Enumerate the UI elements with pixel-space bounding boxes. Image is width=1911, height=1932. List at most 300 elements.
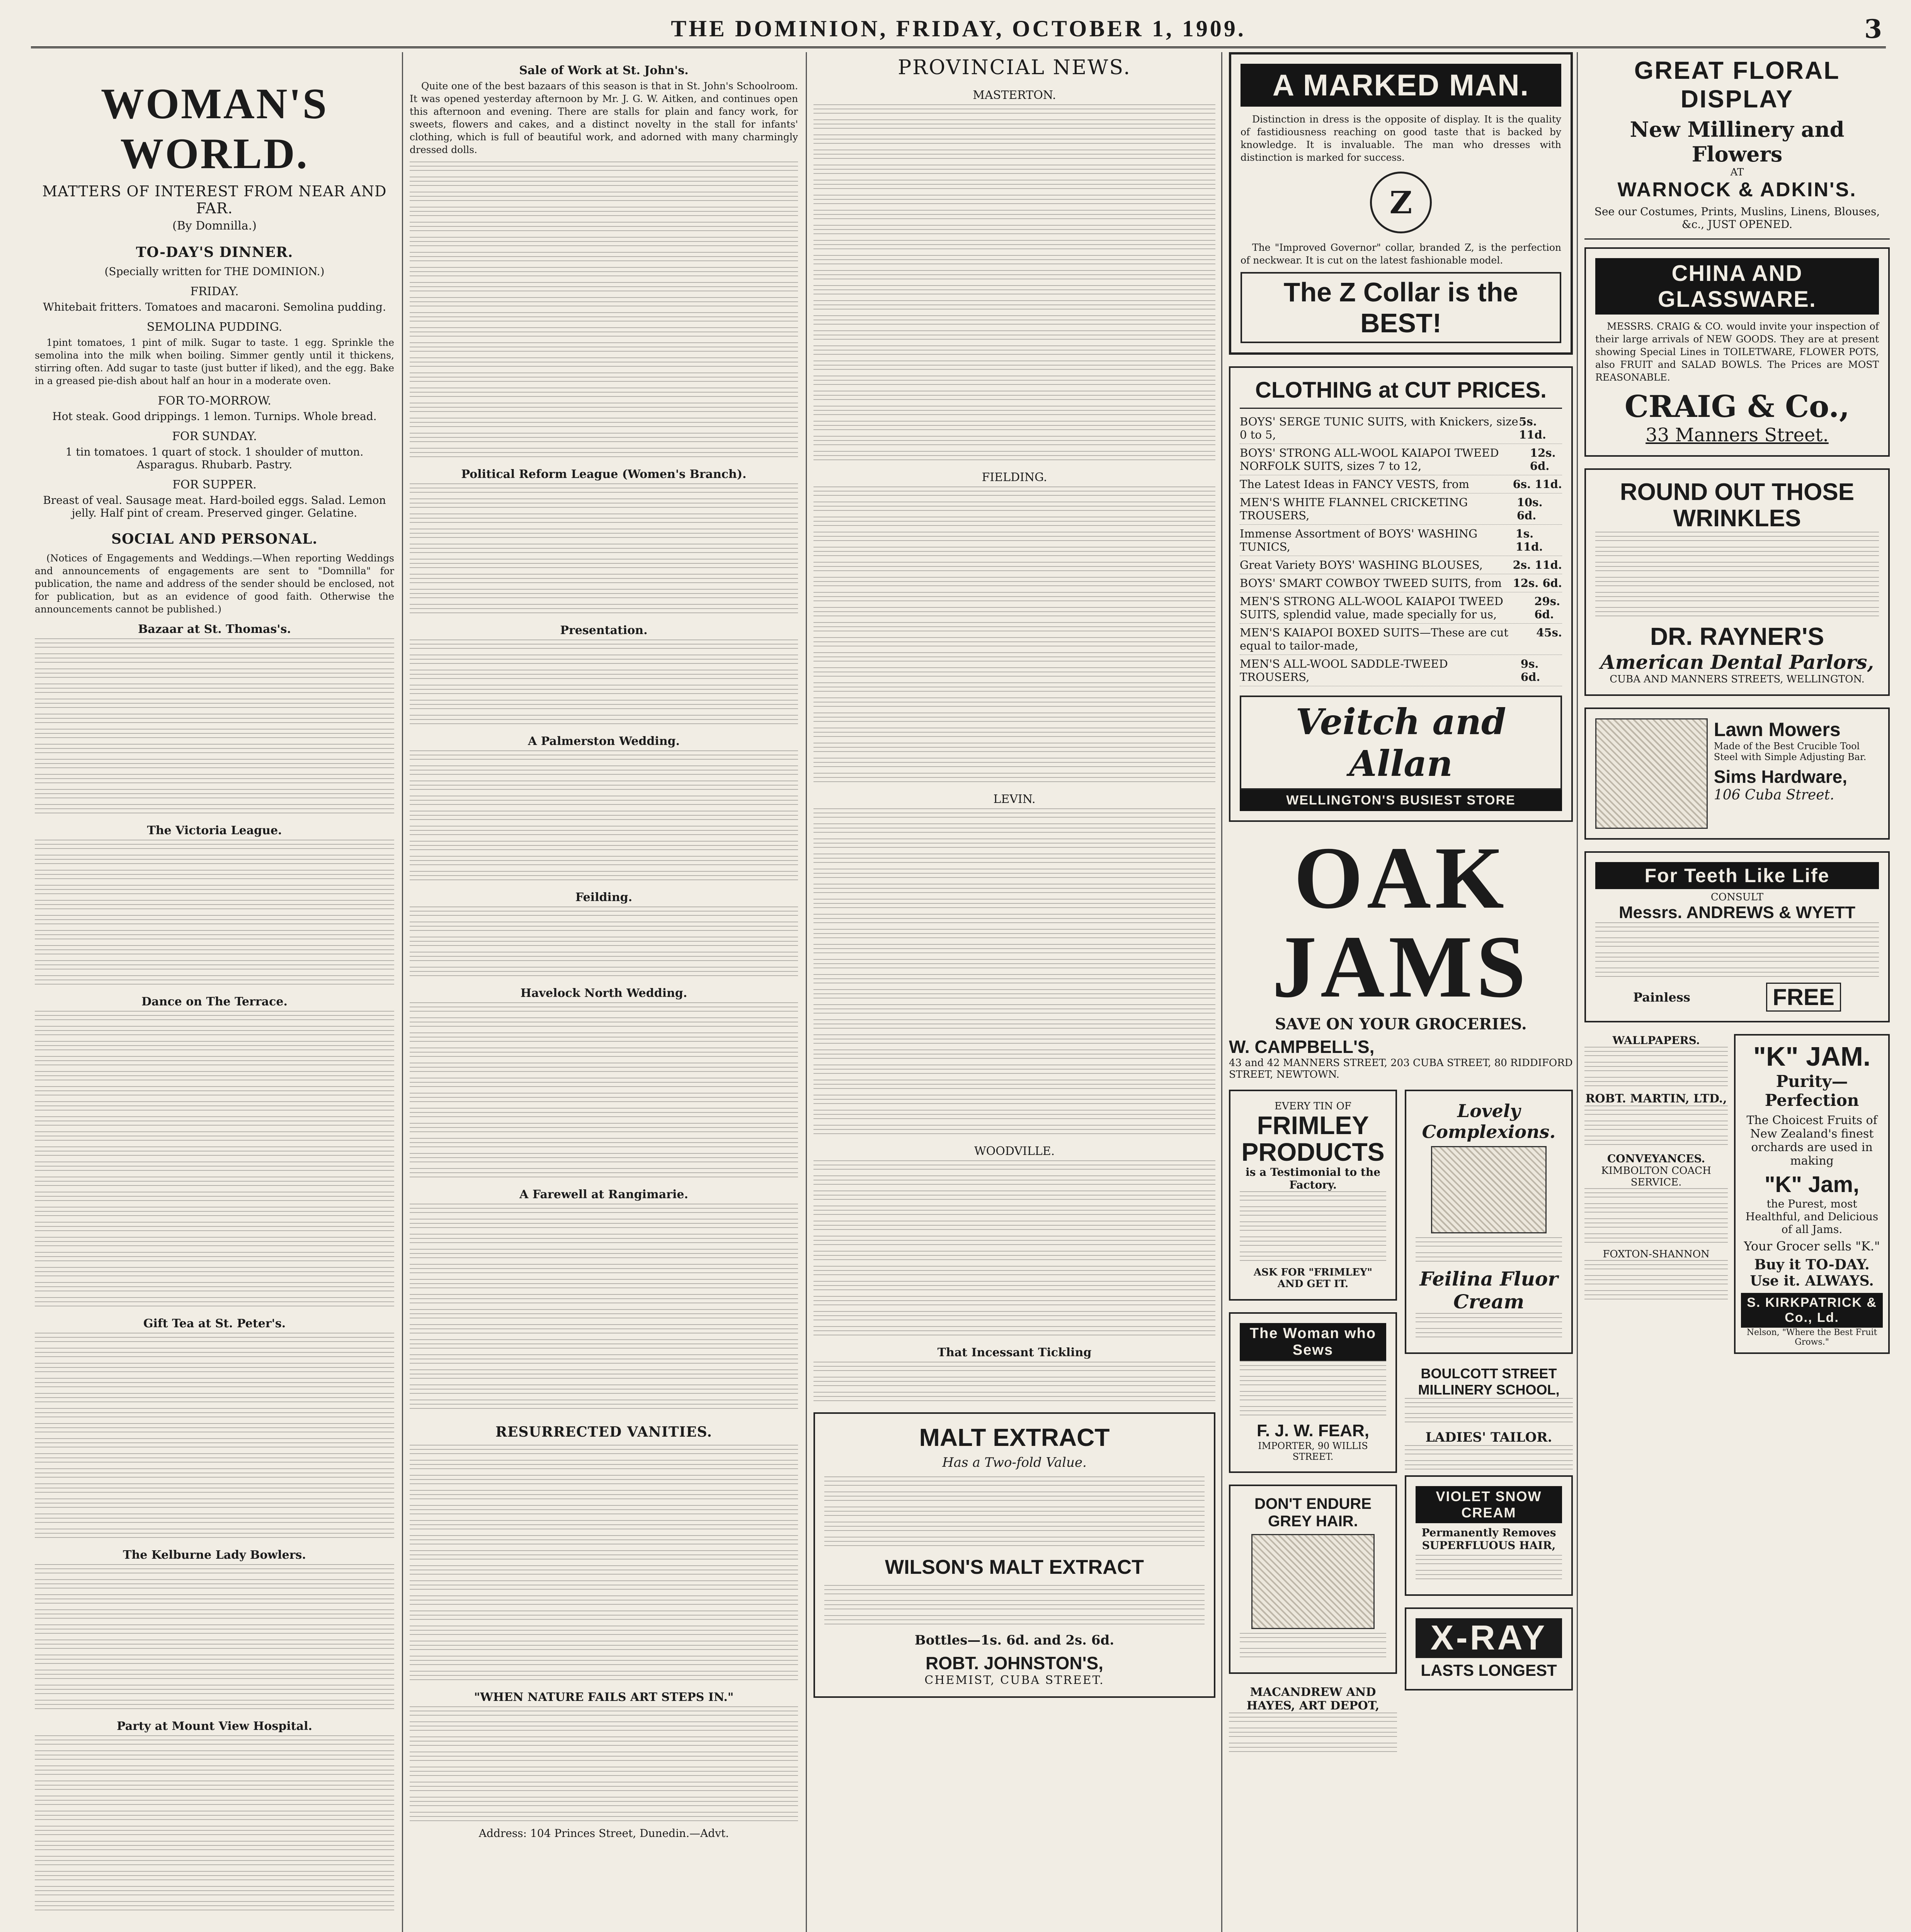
clothing-row <box>1240 592 1562 624</box>
text-lines <box>1584 1275 1728 1288</box>
text-lines <box>35 1796 394 1808</box>
marked-man-title: A MARKED MAN. <box>1241 64 1561 107</box>
text-lines <box>1240 1221 1386 1234</box>
text-lines <box>410 1721 798 1734</box>
victoria-heading: The Victoria League. <box>147 824 282 837</box>
floral-title: GREAT FLORAL DISPLAY <box>1634 56 1840 113</box>
sims-name: Sims Hardware, <box>1714 767 1847 787</box>
provincial-heading: PROVINCIAL NEWS. <box>898 56 1131 79</box>
text-lines <box>1584 1233 1728 1246</box>
text-lines <box>35 1056 394 1069</box>
text-lines <box>35 1856 394 1869</box>
supper-text: Breast of veal. Sausage meat. Hard-boiled eggs. Salad. Lemon jelly. Half pint of cream. Preserved ginger. Gelatine. <box>43 494 386 519</box>
text-lines <box>35 1041 394 1054</box>
wilson-price: Bottles—1s. 6d. and 2s. 6d. <box>914 1633 1115 1648</box>
lady-illustration <box>1431 1146 1547 1233</box>
text-lines <box>410 192 798 204</box>
text-lines <box>35 1841 394 1854</box>
text-lines <box>35 1871 394 1884</box>
text-lines <box>35 1901 394 1914</box>
text-lines <box>1584 1136 1728 1148</box>
text-lines <box>35 1624 394 1637</box>
text-lines <box>813 592 1215 605</box>
china-text: MESSRS. CRAIG & CO. would invite your inspection of their large arrivals of NEW GOODS. They are at present showing Special Lines in TOILETWARE, FLOWER POTS, also FRUIT and SALAD BOWLS. The Prices are MOST REASONABLE. <box>1595 321 1879 383</box>
text-lines <box>35 1765 394 1778</box>
text-lines <box>1405 1398 1573 1411</box>
text-lines <box>35 1116 394 1129</box>
text-lines <box>410 922 798 934</box>
text-lines <box>410 937 798 949</box>
text-lines <box>410 237 798 250</box>
text-lines <box>813 974 1215 987</box>
text-lines <box>813 1110 1215 1122</box>
text-lines <box>410 1812 798 1825</box>
text-lines <box>813 1080 1215 1092</box>
text-lines <box>410 906 798 919</box>
wilson-title: WILSON'S MALT EXTRACT <box>885 1556 1144 1578</box>
text-lines <box>35 729 394 742</box>
millinery-school-ad <box>1405 1366 1573 1473</box>
text-lines <box>410 1752 798 1764</box>
text-lines <box>410 1626 798 1638</box>
text-lines <box>410 871 798 884</box>
text-lines <box>1240 1191 1386 1204</box>
text-lines <box>35 1655 394 1667</box>
feilina-title: Feilina Fluor Cream <box>1419 1267 1558 1313</box>
violet-cream-ad <box>1405 1475 1573 1596</box>
column-rule <box>402 52 403 1932</box>
page-number: 3 <box>1864 14 1882 44</box>
violet-subtitle: Permanently Removes SUPERFLUOUS HAIR, <box>1421 1526 1556 1552</box>
tomorrow-heading: FOR TO-MORROW. <box>158 394 271 408</box>
text-lines <box>813 884 1215 896</box>
lawn-description: Made of the Best Crucible Tool Steel with Simple Adjusting Bar. <box>1714 741 1867 763</box>
text-lines <box>410 252 798 265</box>
text-lines <box>410 715 798 728</box>
painless-label: Painless <box>1633 990 1690 1005</box>
clothing-item: MEN'S KAIAPOI BOXED SUITS—These are cut equal to tailor-made, <box>1240 626 1509 652</box>
text-lines <box>410 1475 798 1488</box>
z-collar-logo: Z <box>1370 172 1432 233</box>
text-lines <box>813 195 1215 207</box>
text-lines <box>410 327 798 340</box>
lawn-mower-text <box>1714 718 1879 829</box>
text-lines <box>813 300 1215 313</box>
social-notice: (Notices of Engagements and Weddings.—When reporting Weddings and announcements of engagements are sent to "Domnilla" for publication, the name and address of the sender should be enclosed, not for publication, but as an evidence of good faith. Otherwise the announcements cannot be published.) <box>35 553 394 615</box>
text-lines <box>410 498 798 511</box>
text-lines <box>1416 1570 1562 1583</box>
nature-heading: "WHEN NATURE FAILS ART STEPS IN." <box>474 1690 734 1704</box>
text-lines <box>35 1886 394 1899</box>
text-lines <box>410 544 798 556</box>
text-lines <box>410 559 798 571</box>
consult-label: CONSULT <box>1710 891 1764 903</box>
dance-heading: Dance on The Terrace. <box>141 995 288 1009</box>
text-lines <box>35 1609 394 1622</box>
farewell-heading: A Farewell at Rangimarie. <box>519 1188 688 1201</box>
text-lines <box>35 1393 394 1406</box>
k-jam-title: "K" JAM. <box>1753 1041 1871 1072</box>
text-lines <box>813 1019 1215 1032</box>
masthead <box>31 12 1886 48</box>
text-lines <box>35 1811 394 1823</box>
sews-title: The Woman who Sews <box>1240 1323 1386 1361</box>
text-lines <box>1584 1260 1728 1273</box>
clothing-price: 29s. 6d. <box>1534 595 1560 621</box>
bazaar-heading: Bazaar at St. Thomas's. <box>138 622 291 636</box>
text-lines <box>35 1468 394 1481</box>
tomorrow-text: Hot steak. Good drippings. 1 lemon. Turnips. Whole bread. <box>52 410 377 423</box>
text-lines <box>1595 952 1879 965</box>
frimley-ad <box>1229 1090 1397 1301</box>
text-lines <box>410 267 798 280</box>
text-lines <box>813 838 1215 851</box>
tailor-title: LADIES' TAILOR. <box>1425 1430 1552 1445</box>
text-lines <box>1584 1121 1728 1133</box>
clothing-row <box>1240 574 1562 592</box>
text-lines <box>813 607 1215 620</box>
text-lines <box>35 804 394 817</box>
text-lines <box>35 1453 394 1466</box>
text-lines <box>410 796 798 808</box>
text-lines <box>410 1505 798 1518</box>
malt-extract-ad <box>813 1412 1215 1698</box>
text-lines <box>813 1311 1215 1324</box>
text-lines <box>410 781 798 793</box>
advert-column-b <box>1584 52 1890 1932</box>
text-lines <box>813 119 1215 132</box>
text-lines <box>410 1671 798 1684</box>
text-lines <box>410 856 798 869</box>
text-lines <box>813 1392 1215 1405</box>
text-lines <box>813 225 1215 238</box>
text-lines <box>410 1153 798 1166</box>
buy-today-text: Buy it TO-DAY. <box>1754 1257 1870 1273</box>
text-lines <box>410 639 798 652</box>
text-lines <box>813 1049 1215 1062</box>
groceries-heading: SAVE ON YOUR GROCERIES. <box>1275 1015 1527 1033</box>
supper-heading: FOR SUPPER. <box>172 478 257 492</box>
clothing-item: BOYS' STRONG ALL-WOOL KAIAPOI TWEED NORFOLK SUITS, sizes 7 to 12, <box>1240 446 1499 473</box>
clothing-price: 45s. <box>1536 626 1562 639</box>
clothing-row <box>1240 556 1562 574</box>
text-lines <box>1584 1203 1728 1216</box>
marked-man-text: Distinction in dress is the opposite of display. It is the quality of fastidiousness reaching on good taste that is backed by knowledge. It is invaluable. The man who dresses with distinction is marked for success. <box>1241 114 1561 163</box>
andrews-name: Messrs. ANDREWS & WYETT <box>1618 903 1855 922</box>
text-lines <box>410 433 798 446</box>
text-lines <box>1229 1713 1397 1725</box>
text-lines <box>410 1093 798 1105</box>
text-lines <box>410 1550 798 1563</box>
text-lines <box>813 667 1215 680</box>
text-lines <box>35 870 394 883</box>
gift-heading: Gift Tea at St. Peter's. <box>143 1317 286 1330</box>
campbell-name: W. CAMPBELL'S, <box>1229 1037 1375 1057</box>
right-small-ads <box>1405 1090 1573 1758</box>
womans-world-heading: WOMAN'S WORLD. <box>101 80 328 178</box>
text-lines <box>813 240 1215 253</box>
text-lines <box>813 517 1215 529</box>
text-lines <box>35 1101 394 1114</box>
text-lines <box>813 1266 1215 1279</box>
text-lines <box>35 1529 394 1541</box>
text-lines <box>1240 1361 1386 1374</box>
clothing-item: BOYS' SERGE TUNIC SUITS, with Knickers, size 0 to 5, <box>1240 415 1518 441</box>
text-lines <box>813 929 1215 942</box>
text-lines <box>1595 562 1879 575</box>
social-heading: SOCIAL AND PERSONAL. <box>111 531 318 547</box>
text-lines <box>1416 1328 1562 1341</box>
text-lines <box>410 1460 798 1473</box>
warnock-name: WARNOCK & ADKIN'S. <box>1617 179 1857 201</box>
text-lines <box>813 944 1215 957</box>
text-lines <box>410 483 798 496</box>
text-lines <box>410 1032 798 1045</box>
text-lines <box>813 914 1215 927</box>
craig-name: CRAIG & Co., <box>1624 389 1850 424</box>
text-lines <box>1229 1728 1397 1740</box>
text-lines <box>813 682 1215 695</box>
text-lines <box>35 1131 394 1144</box>
text-lines <box>35 1498 394 1511</box>
clothing-price: 6s. 11d. <box>1513 478 1562 491</box>
clothing-price: 10s. 6d. <box>1516 496 1543 522</box>
text-lines <box>35 1237 394 1250</box>
text-lines <box>1595 577 1879 590</box>
kimbolton-title: KIMBOLTON COACH SERVICE. <box>1601 1165 1711 1189</box>
text-lines <box>410 655 798 667</box>
text-lines <box>813 758 1215 770</box>
text-lines <box>410 841 798 854</box>
text-lines <box>1584 1290 1728 1303</box>
text-lines <box>35 1639 394 1652</box>
text-lines <box>824 1615 1205 1628</box>
left-small-ads <box>1229 1090 1397 1758</box>
text-lines <box>813 1296 1215 1309</box>
text-lines <box>35 975 394 988</box>
text-lines <box>410 952 798 964</box>
veitch-allan-logo: Veitch and Allan <box>1240 696 1562 790</box>
grey-hair-title: DON'T ENDURE GREY HAIR. <box>1254 1495 1372 1530</box>
woodville-heading: WOODVILLE. <box>974 1145 1055 1158</box>
craig-address: 33 Manners Street. <box>1646 424 1829 446</box>
z-collar-caption: The "Improved Governor" collar, branded Z, is the perfection of neckwear. It is cut on the latest fashionable model. <box>1241 242 1561 266</box>
text-lines <box>813 899 1215 912</box>
text-lines <box>35 1378 394 1391</box>
text-lines <box>35 1514 394 1526</box>
text-lines <box>813 823 1215 836</box>
choicest-text: The Choicest Fruits of New Zealand's finest orchards are used in making <box>1746 1114 1877 1168</box>
clothing-title: CLOTHING at CUT PRICES. <box>1240 377 1562 409</box>
text-lines <box>813 713 1215 725</box>
text-lines <box>824 1476 1205 1489</box>
text-lines <box>410 1490 798 1503</box>
text-lines <box>813 773 1215 786</box>
text-lines <box>35 1594 394 1607</box>
friday-menu: Whitebait fritters. Tomatoes and macaroni. Semolina pudding. <box>43 301 386 313</box>
text-lines <box>410 1535 798 1548</box>
text-lines <box>1240 1406 1386 1419</box>
text-lines <box>1240 1206 1386 1219</box>
text-lines <box>824 1492 1205 1504</box>
millinery-title: New Millinery and Flowers <box>1630 117 1845 167</box>
k-jam-ad <box>1734 1034 1890 1354</box>
text-lines <box>813 532 1215 544</box>
text-lines <box>35 1685 394 1697</box>
text-lines <box>1240 1648 1386 1661</box>
provincial-news-column <box>813 52 1215 1932</box>
johnston-address: CHEMIST, CUBA STREET. <box>924 1673 1104 1687</box>
text-lines <box>410 1797 798 1810</box>
text-lines <box>1595 532 1879 544</box>
text-lines <box>35 1423 394 1436</box>
text-lines <box>35 1735 394 1748</box>
social-column <box>410 52 798 1932</box>
text-lines <box>410 1706 798 1719</box>
text-lines <box>1595 937 1879 950</box>
text-lines <box>410 1234 798 1247</box>
bottom-left-ads <box>1584 1034 1728 1366</box>
text-lines <box>35 1267 394 1280</box>
text-lines <box>813 637 1215 650</box>
text-lines <box>813 1377 1215 1389</box>
malt-title: MALT EXTRACT <box>919 1423 1110 1451</box>
text-lines <box>35 1826 394 1838</box>
teeth-ad <box>1584 851 1890 1022</box>
text-lines <box>35 638 394 651</box>
throat-heading: That Incessant Tickling <box>937 1346 1092 1359</box>
text-lines <box>410 388 798 400</box>
text-lines <box>813 1175 1215 1188</box>
text-lines <box>35 684 394 696</box>
johnston-name: ROBT. JOHNSTON'S, <box>926 1653 1103 1673</box>
text-lines <box>410 1339 798 1352</box>
frimley-name: FRIMLEY PRODUCTS <box>1241 1111 1385 1167</box>
purest-text: the Purest, most Healthful, and Delicious of all Jams. <box>1745 1197 1879 1236</box>
text-lines <box>410 297 798 310</box>
text-lines <box>35 1700 394 1713</box>
text-lines <box>1584 1188 1728 1201</box>
text-lines <box>813 547 1215 560</box>
text-lines <box>410 1445 798 1458</box>
column-rule <box>1221 52 1222 1932</box>
text-lines <box>813 1281 1215 1294</box>
text-lines <box>813 869 1215 881</box>
sims-address: 106 Cuba Street. <box>1714 787 1834 803</box>
clothing-row <box>1240 475 1562 493</box>
text-lines <box>1595 592 1879 605</box>
text-lines <box>813 577 1215 590</box>
womans-world-column <box>35 52 394 1932</box>
text-lines <box>410 222 798 235</box>
text-lines <box>1595 547 1879 560</box>
text-lines <box>813 255 1215 268</box>
text-lines <box>813 315 1215 328</box>
text-lines <box>1595 922 1879 935</box>
text-lines <box>410 670 798 682</box>
text-lines <box>813 808 1215 821</box>
sale-heading: Sale of Work at St. John's. <box>519 64 689 77</box>
painless-free-row <box>1595 983 1879 1012</box>
text-lines <box>813 436 1215 449</box>
text-lines <box>410 1138 798 1151</box>
text-lines <box>813 1221 1215 1233</box>
text-lines <box>35 1670 394 1682</box>
purity-title: Purity—Perfection <box>1765 1072 1859 1110</box>
text-lines <box>410 372 798 385</box>
text-lines <box>35 1222 394 1235</box>
text-lines <box>824 1600 1205 1613</box>
text-lines <box>813 270 1215 283</box>
lawn-title: Lawn Mowers <box>1714 719 1841 741</box>
text-lines <box>813 562 1215 575</box>
clothing-ad <box>1229 366 1573 822</box>
text-lines <box>813 421 1215 434</box>
xray-title: X-RAY <box>1416 1618 1562 1658</box>
text-lines <box>410 1656 798 1668</box>
advert-column-a <box>1229 52 1573 1932</box>
text-lines <box>813 345 1215 358</box>
text-lines <box>1405 1460 1573 1473</box>
fear-address: IMPORTER, 90 WILLIS STREET. <box>1258 1440 1368 1462</box>
text-lines <box>813 1065 1215 1077</box>
china-ad <box>1584 247 1890 457</box>
text-lines <box>35 1146 394 1159</box>
vanities-heading: RESURRECTED VANITIES. <box>495 1424 712 1440</box>
kirkpatrick-name: S. KIRKPATRICK & Co., Ld. <box>1741 1293 1883 1328</box>
costumes-text: See our Costumes, Prints, Muslins, Linens, Blouses, &c., JUST OPENED. <box>1584 201 1890 240</box>
veitch-allan-slogan: WELLINGTON'S BUSIEST STORE <box>1240 790 1562 811</box>
text-lines <box>813 854 1215 866</box>
text-lines <box>813 1034 1215 1047</box>
text-lines <box>410 1279 798 1292</box>
text-lines <box>35 945 394 958</box>
text-lines <box>1405 1413 1573 1426</box>
wrinkles-title: ROUND OUT THOSE WRINKLES <box>1620 479 1855 532</box>
text-lines <box>1416 1555 1562 1568</box>
text-lines <box>410 312 798 325</box>
text-lines <box>410 750 798 763</box>
text-lines <box>813 1004 1215 1017</box>
text-lines <box>410 1048 798 1060</box>
feilding-heading: Feilding. <box>575 891 633 904</box>
text-lines <box>410 1002 798 1015</box>
text-lines <box>813 165 1215 177</box>
text-lines <box>813 697 1215 710</box>
teeth-title: For Teeth Like Life <box>1595 862 1879 889</box>
text-lines <box>35 855 394 867</box>
text-lines <box>35 840 394 852</box>
text-lines <box>1240 1376 1386 1389</box>
text-lines <box>410 1580 798 1593</box>
womans-world-dek: MATTERS OF INTEREST FROM NEAR AND FAR. <box>42 183 387 217</box>
text-lines <box>813 285 1215 298</box>
text-lines <box>410 177 798 189</box>
text-lines <box>35 1750 394 1763</box>
text-lines <box>813 1095 1215 1107</box>
text-lines <box>813 330 1215 343</box>
text-lines <box>35 960 394 973</box>
campbell-address: 43 and 42 MANNERS STREET, 203 CUBA STREET, 80 RIDDIFORD STREET, NEWTOWN. <box>1229 1057 1573 1080</box>
text-lines <box>35 1086 394 1099</box>
text-lines <box>410 967 798 980</box>
text-lines <box>1405 1445 1573 1458</box>
text-lines <box>1416 1237 1562 1250</box>
text-lines <box>410 604 798 617</box>
text-lines <box>35 1252 394 1265</box>
text-lines <box>410 1294 798 1307</box>
text-lines <box>410 1782 798 1794</box>
